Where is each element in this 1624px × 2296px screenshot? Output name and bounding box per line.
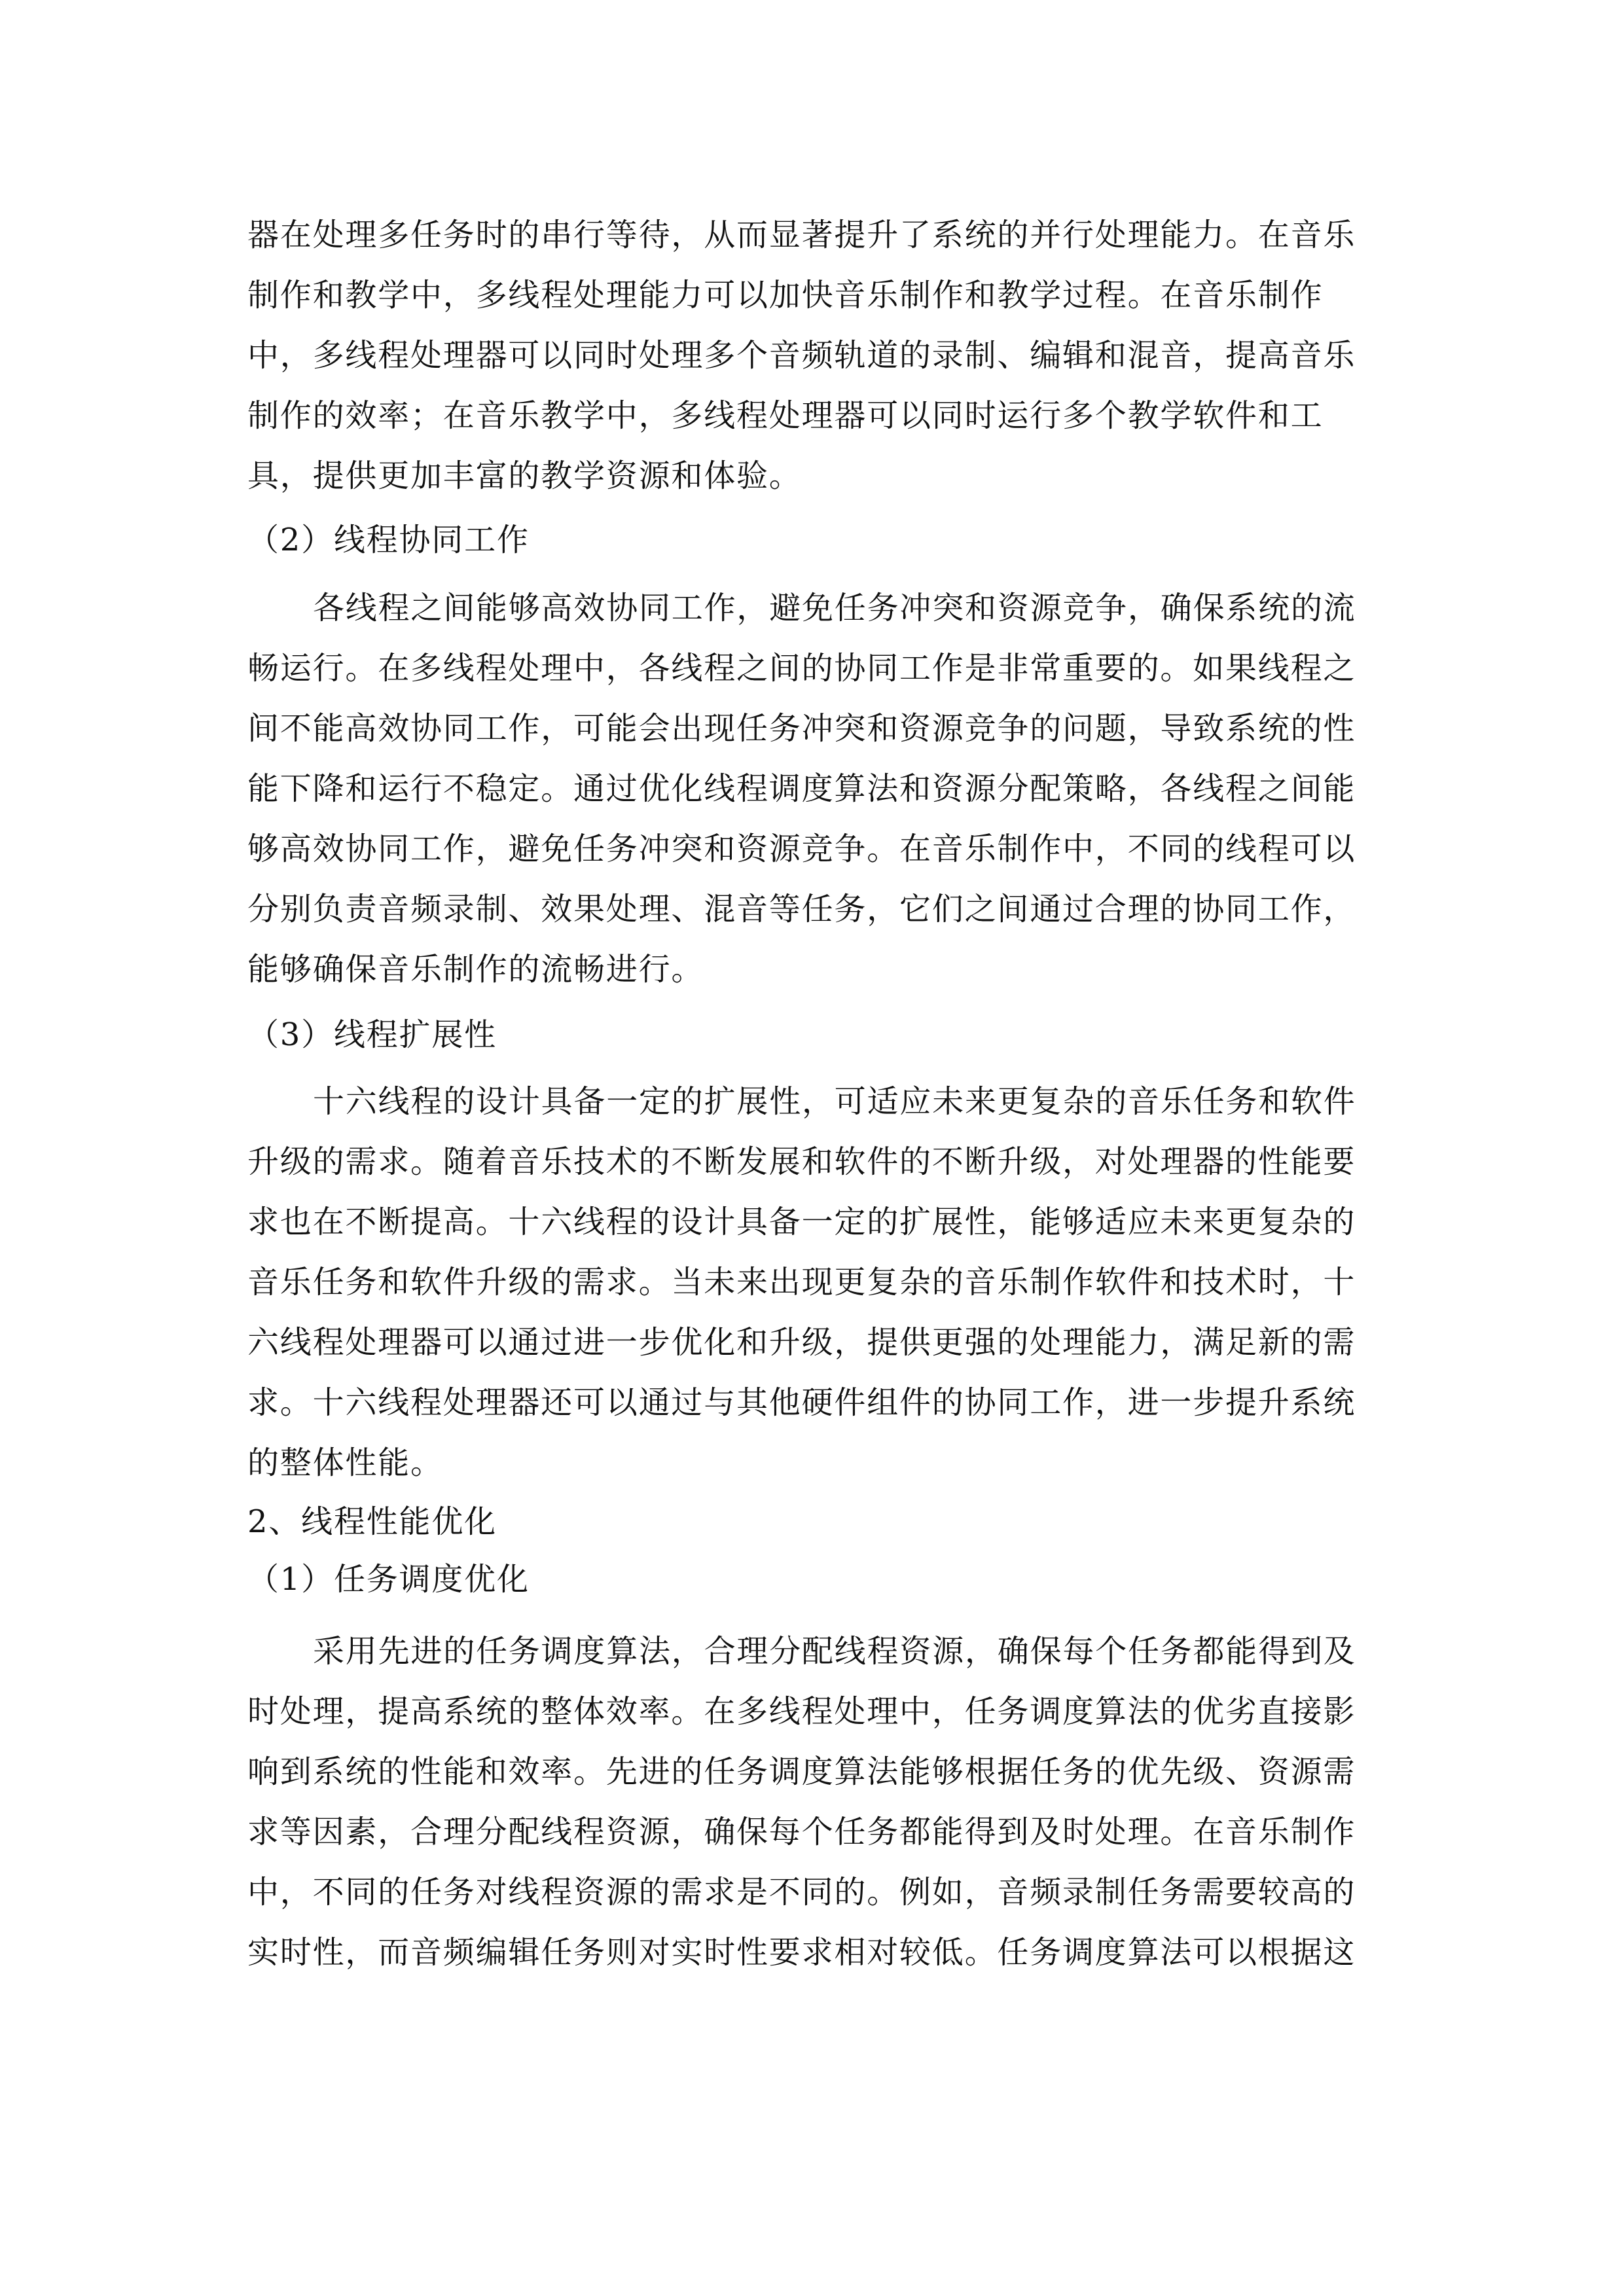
paragraph-line: 中，不同的任务对线程资源的需求是不同的。例如，音频录制任务需要较高的 xyxy=(247,1874,1356,1910)
paragraph-line: 分别负责音频录制、效果处理、混音等任务，它们之间通过合理的协同工作， xyxy=(247,891,1356,927)
paragraph-line: 能够确保音乐制作的流畅进行。 xyxy=(247,951,704,988)
paragraph-line: 够高效协同工作，避免任务冲突和资源竞争。在音乐制作中，不同的线程可以 xyxy=(247,831,1356,867)
paragraph-line: 能下降和运行不稳定。通过优化线程调度算法和资源分配策略，各线程之间能 xyxy=(247,770,1356,807)
section-heading: （3）线程扩展性 xyxy=(247,1016,497,1053)
paragraph-line: 实时性，而音频编辑任务则对实时性要求相对较低。任务调度算法可以根据这 xyxy=(247,1934,1356,1971)
section-title: 2、线程性能优化 xyxy=(247,1503,497,1540)
paragraph-line: 六线程处理器可以通过进一步优化和升级，提供更强的处理能力，满足新的需 xyxy=(247,1324,1356,1361)
paragraph-line: 升级的需求。随着音乐技术的不断发展和软件的不断升级，对处理器的性能要 xyxy=(247,1143,1356,1180)
paragraph-line: 器在处理多任务时的串行等待，从而显著提升了系统的并行处理能力。在音乐 xyxy=(247,217,1356,253)
paragraph-line: 时处理，提高系统的整体效率。在多线程处理中，任务调度算法的优劣直接影 xyxy=(247,1693,1356,1730)
paragraph-line: 制作和教学中，多线程处理能力可以加快音乐制作和教学过程。在音乐制作 xyxy=(247,277,1324,314)
paragraph-line: 畅运行。在多线程处理中，各线程之间的协同工作是非常重要的。如果线程之 xyxy=(247,650,1356,687)
section-heading: （1）任务调度优化 xyxy=(247,1561,530,1598)
paragraph-line: 求也在不断提高。十六线程的设计具备一定的扩展性，能够适应未来更复杂的 xyxy=(247,1204,1356,1240)
paragraph-line: 具，提供更加丰富的教学资源和体验。 xyxy=(247,457,802,494)
paragraph-line: 响到系统的性能和效率。先进的任务调度算法能够根据任务的优先级、资源需 xyxy=(247,1753,1356,1790)
paragraph-line: 的整体性能。 xyxy=(247,1444,443,1481)
paragraph-line: 中，多线程处理器可以同时处理多个音频轨道的录制、编辑和混音，提高音乐 xyxy=(247,337,1356,374)
paragraph-line: 十六线程的设计具备一定的扩展性，可适应未来更复杂的音乐任务和软件 xyxy=(313,1083,1356,1120)
paragraph-line: 制作的效率；在音乐教学中，多线程处理器可以同时运行多个教学软件和工 xyxy=(247,397,1324,434)
paragraph-line: 求。十六线程处理器还可以通过与其他硬件组件的协同工作，进一步提升系统 xyxy=(247,1384,1356,1421)
section-heading: （2）线程协同工作 xyxy=(247,522,530,558)
paragraph-line: 音乐任务和软件升级的需求。当未来出现更复杂的音乐制作软件和技术时，十 xyxy=(247,1264,1356,1300)
paragraph-line: 求等因素，合理分配线程资源，确保每个任务都能得到及时处理。在音乐制作 xyxy=(247,1814,1356,1850)
paragraph-line: 间不能高效协同工作，可能会出现任务冲突和资源竞争的问题，导致系统的性 xyxy=(247,710,1356,747)
paragraph-line: 各线程之间能够高效协同工作，避免任务冲突和资源竞争，确保系统的流 xyxy=(313,590,1356,626)
paragraph-line: 采用先进的任务调度算法，合理分配线程资源，确保每个任务都能得到及 xyxy=(313,1633,1356,1670)
